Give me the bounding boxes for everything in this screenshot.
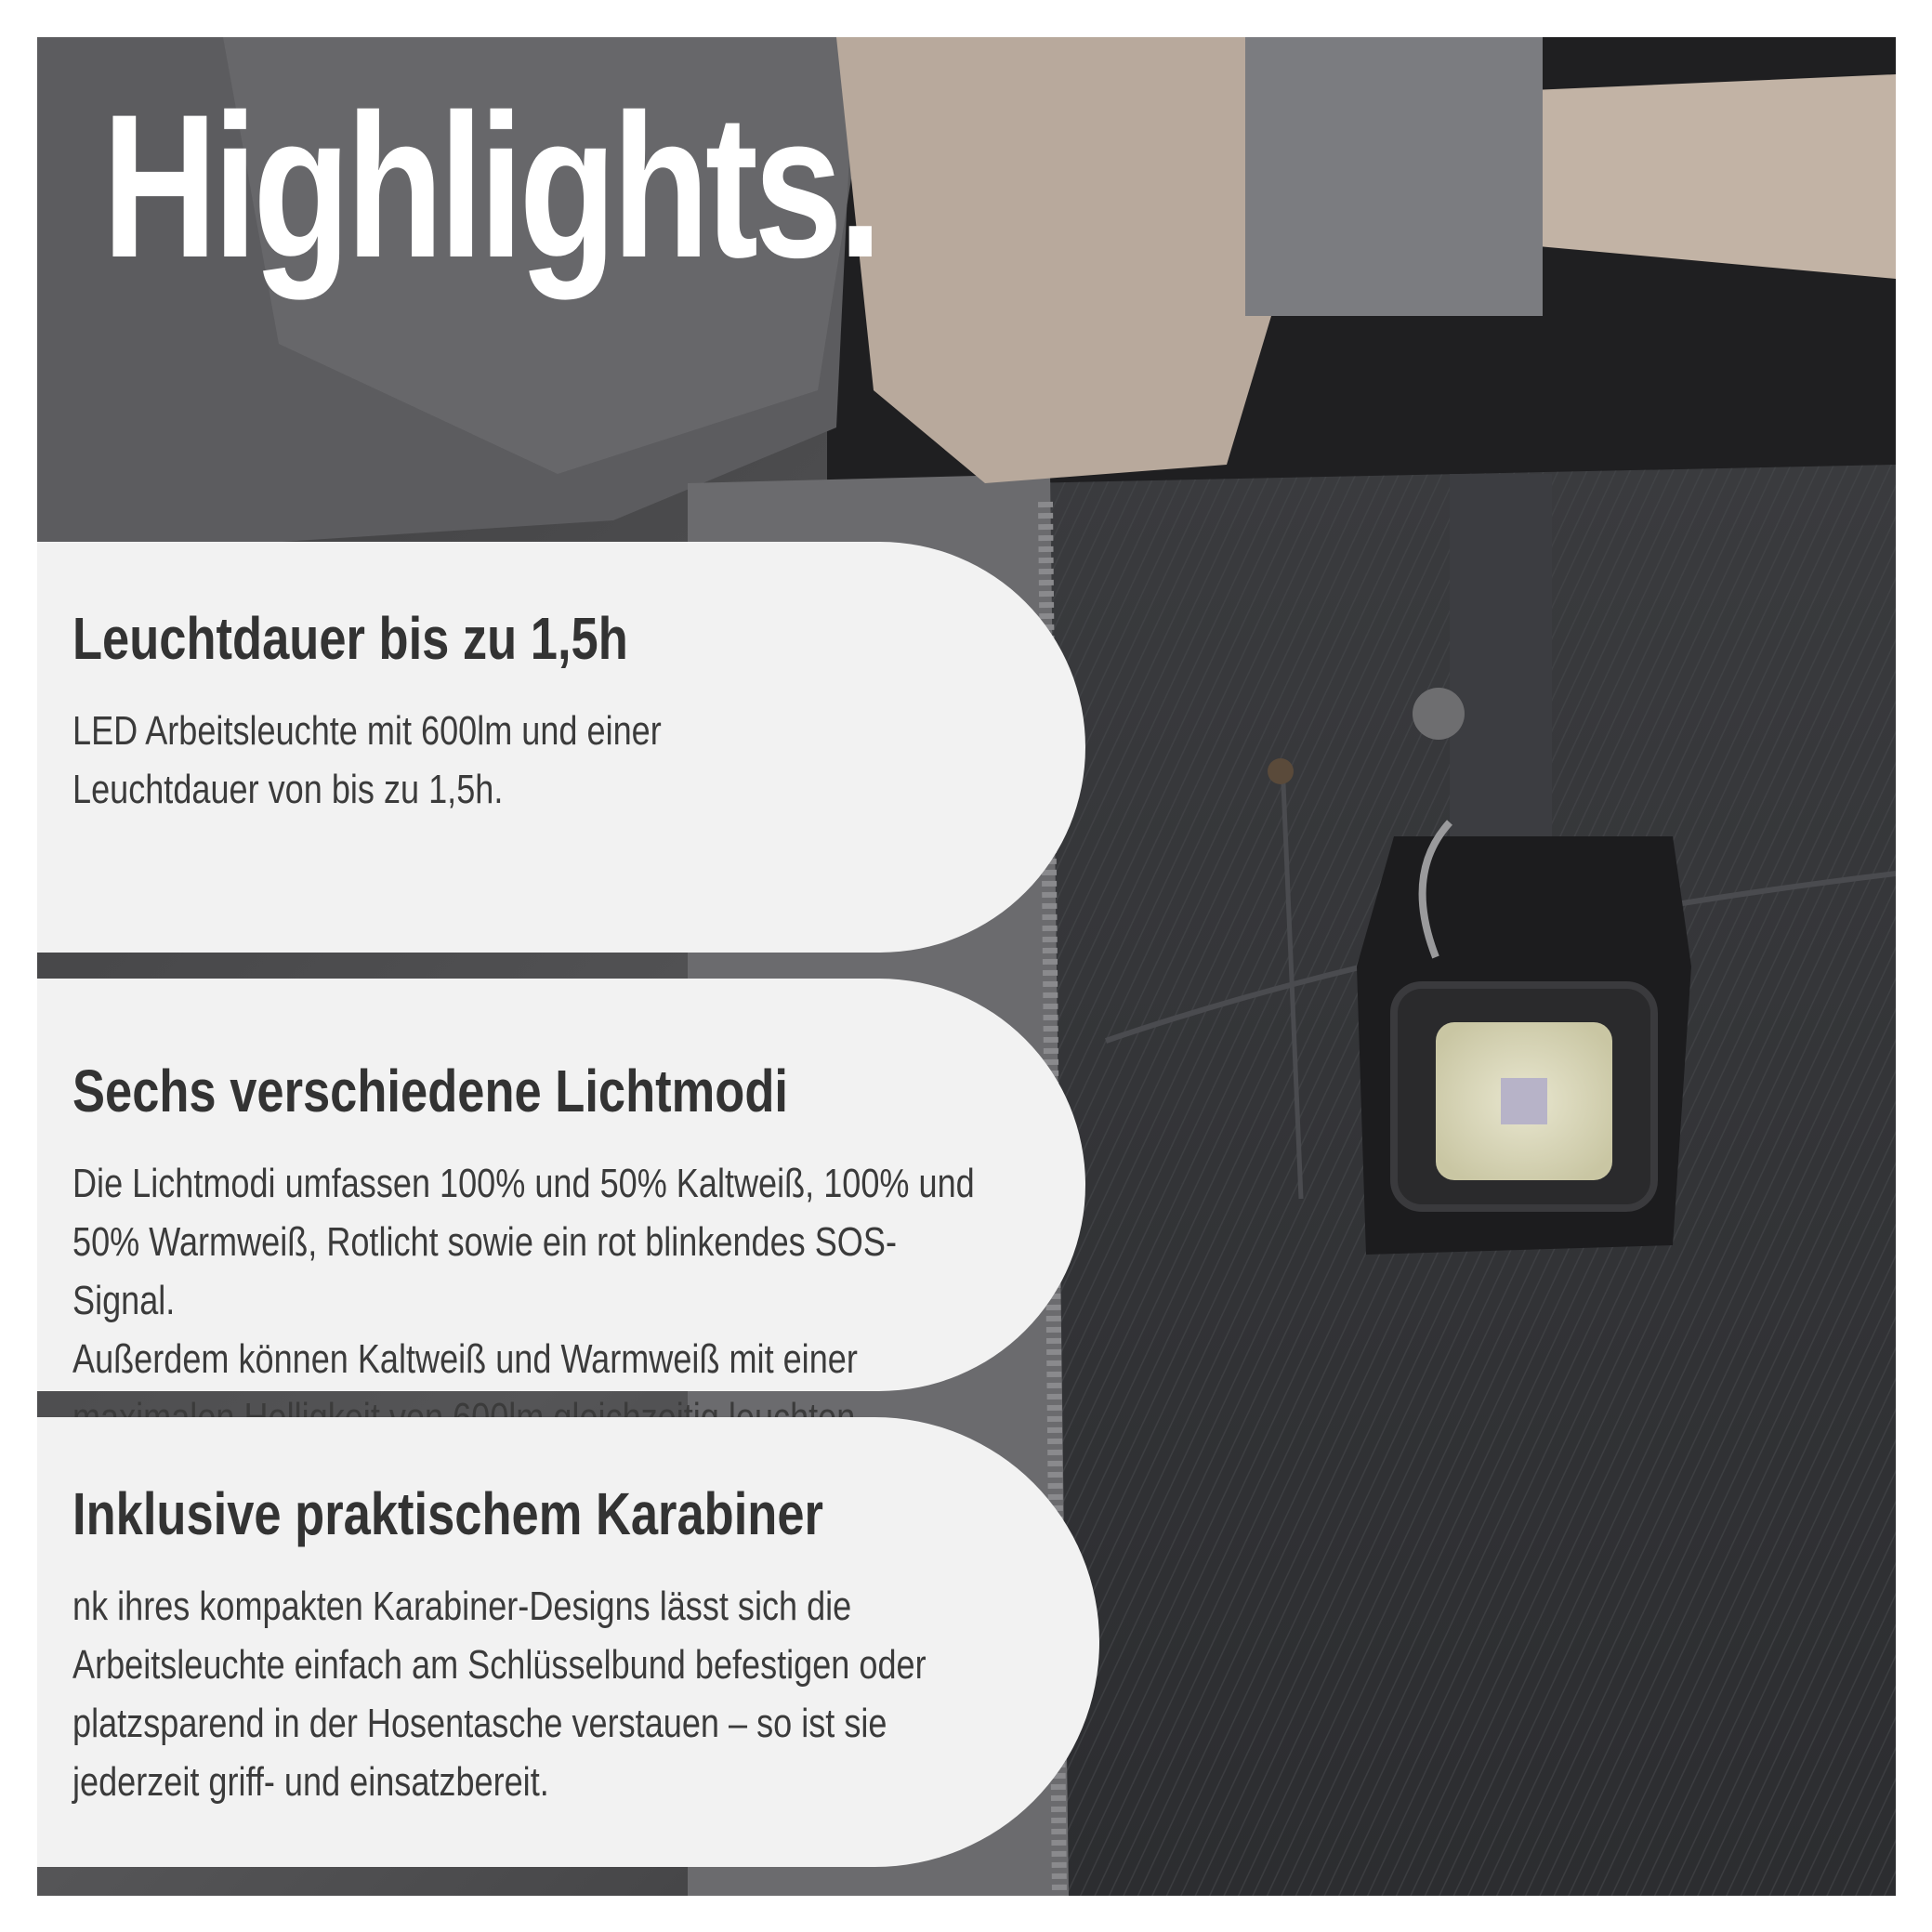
feature-description: nk ihres kompakten Karabiner-Designs lässt sich die Arbeitsleuchte einfach am Schlüsselbund befestigen oder platzsparend in der Hosentasche verstauen – so ist sie jederzeit griff- und einsatzbereit. (72, 1583, 927, 1805)
feature-description: LED Arbeitsleuchte mit 600lm und einer Leuchtdauer von bis zu 1,5h. (72, 707, 662, 812)
feature-card-runtime (37, 542, 1085, 953)
feature-card-carabiner (37, 1417, 1099, 1867)
page-title: Highlights. (102, 72, 879, 300)
feature-heading: Sechs verschiedene Lichtmodi (72, 1058, 788, 1124)
feature-heading: Inklusive praktischem Karabiner (72, 1480, 823, 1547)
feature-heading: Leuchtdauer bis zu 1,5h (72, 605, 628, 672)
feature-description: Die Lichtmodi umfassen 100% und 50% Kaltweiß, 100% und 50% Warmweiß, Rotlicht sowie ein rot blinkendes SOS-Signal. Außerdem können Kaltweiß und Warmweiß mit einer (72, 1160, 975, 1382)
feature-card-light-modes (37, 979, 1085, 1391)
